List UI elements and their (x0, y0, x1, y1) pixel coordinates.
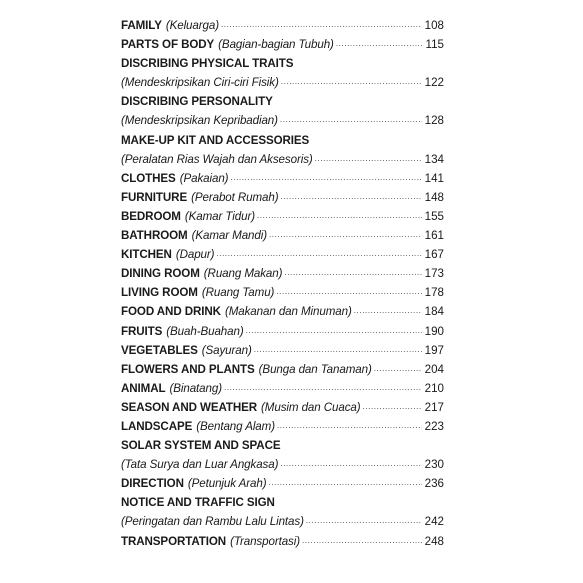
entry-page-number: 236 (424, 477, 444, 491)
toc-entry (121, 532, 444, 551)
entry-title: DIRECTION (121, 477, 184, 491)
dot-leader (315, 148, 422, 168)
entry-subtitle: (Ruang Tamu) (201, 286, 275, 300)
entry-subtitle: (Bunga dan Tanaman) (258, 362, 372, 376)
entry-subtitle: (Mendeskripsikan Ciri-ciri Fisik) (121, 76, 279, 90)
entry-title: PARTS OF BODY (121, 38, 215, 52)
dot-leader (221, 14, 422, 34)
entry-title: FAMILY (121, 19, 162, 32)
toc-entry (121, 474, 444, 493)
entry-title: LIVING ROOM (121, 286, 198, 300)
entry-title: VEGETABLES (121, 343, 198, 357)
table-of-contents (121, 16, 444, 551)
entry-page-number: 223 (424, 419, 444, 433)
entry-page-number: 173 (424, 267, 444, 281)
entry-page-number: 248 (424, 534, 444, 548)
entry-page-number: 184 (424, 305, 444, 319)
dot-leader (224, 377, 422, 397)
entry-title: MAKE-UP KIT AND ACCESSORIES (121, 133, 310, 147)
entry-title: FRUITS (121, 324, 163, 338)
entry-subtitle: (Peringatan dan Rambu Lalu Lintas) (121, 515, 304, 529)
entry-subtitle: (Binatang) (169, 381, 222, 395)
entry-subtitle: (Buah-Buahan) (166, 324, 244, 338)
dot-leader (216, 243, 422, 263)
entry-subtitle: (Kamar Tidur) (184, 209, 255, 223)
entry-page-number: 148 (424, 190, 444, 204)
entry-page-number: 122 (424, 76, 444, 90)
entry-subtitle: (Sayuran) (201, 343, 252, 357)
entry-title: BATHROOM (121, 229, 188, 243)
entry-page-number: 155 (424, 209, 444, 223)
entry-title: ANIMAL (121, 381, 166, 395)
entry-page-number: 108 (424, 19, 444, 32)
entry-subtitle: (Petunjuk Arah) (187, 477, 267, 491)
entry-page-number: 190 (424, 324, 444, 338)
entry-subtitle: (Keluarga) (165, 19, 219, 32)
entry-page-number: 178 (424, 286, 444, 300)
dot-leader (277, 415, 422, 435)
toc-entry (121, 111, 444, 130)
dot-leader (336, 33, 422, 53)
entry-page-number: 210 (424, 381, 444, 395)
entry-subtitle: (Perabot Rumah) (191, 190, 279, 204)
entry-subtitle: (Transportasi) (230, 534, 300, 548)
dot-leader (306, 510, 422, 530)
dot-leader (281, 186, 422, 206)
entry-title: FOOD AND DRINK (121, 305, 221, 319)
entry-subtitle: (Peralatan Rias Wajah dan Aksesoris) (121, 152, 313, 166)
dot-leader (230, 167, 422, 187)
toc-entry (121, 417, 444, 436)
entry-title: CLOTHES (121, 171, 176, 185)
entry-page-number: 141 (424, 171, 444, 185)
dot-leader (363, 396, 422, 416)
entry-title: SEASON AND WEATHER (121, 400, 258, 414)
entry-subtitle: (Mendeskripsikan Kepribadian) (121, 114, 278, 128)
entry-title: LANDSCAPE (121, 419, 193, 433)
dot-leader (281, 71, 422, 91)
dot-leader (354, 300, 422, 320)
entry-subtitle: (Bentang Alam) (196, 419, 275, 433)
entry-page-number: 204 (424, 362, 444, 376)
entry-title: DISCRIBING PHYSICAL TRAITS (121, 57, 294, 71)
dot-leader (246, 320, 422, 340)
dot-leader (374, 358, 422, 378)
entry-subtitle: (Musim dan Cuaca) (261, 400, 361, 414)
dot-leader (280, 109, 422, 129)
entry-subtitle: (Tata Surya dan Luar Angkasa) (121, 458, 279, 472)
entry-subtitle: (Dapur) (175, 248, 215, 262)
dot-leader (284, 262, 422, 282)
entry-subtitle: (Kamar Mandi) (191, 229, 267, 243)
entry-title: FLOWERS AND PLANTS (121, 362, 255, 376)
dot-leader (276, 281, 422, 301)
dot-leader (269, 472, 423, 492)
entry-page-number: 230 (424, 458, 444, 472)
dot-leader (254, 339, 422, 359)
entry-subtitle: (Bagian-bagian Tubuh) (218, 38, 334, 52)
entry-title: DISCRIBING PERSONALITY (121, 95, 273, 109)
toc-entry (121, 35, 444, 54)
entry-page-number: 242 (424, 515, 444, 529)
entry-page-number: 115 (425, 38, 444, 52)
entry-title: NOTICE AND TRAFFIC SIGN (121, 496, 275, 510)
dot-leader (269, 224, 422, 244)
entry-subtitle: (Pakaian) (179, 171, 229, 185)
entry-subtitle: (Makanan dan Minuman) (224, 305, 352, 319)
entry-title: TRANSPORTATION (121, 534, 227, 548)
entry-title: BEDROOM (121, 209, 181, 223)
entry-page-number: 197 (424, 343, 444, 357)
entry-page-number: 161 (424, 229, 444, 243)
entry-title: FURNITURE (121, 190, 188, 204)
entry-title: SOLAR SYSTEM AND SPACE (121, 439, 281, 453)
entry-page-number: 134 (424, 152, 444, 166)
dot-leader (302, 530, 422, 550)
entry-page-number: 128 (424, 114, 444, 128)
entry-title: DINING ROOM (121, 267, 200, 281)
toc-entry (121, 73, 444, 92)
entry-page-number: 167 (424, 248, 444, 262)
entry-page-number: 217 (424, 400, 444, 414)
dot-leader (257, 205, 422, 225)
entry-title: KITCHEN (121, 248, 172, 262)
entry-subtitle: (Ruang Makan) (203, 267, 283, 281)
dot-leader (280, 453, 422, 473)
